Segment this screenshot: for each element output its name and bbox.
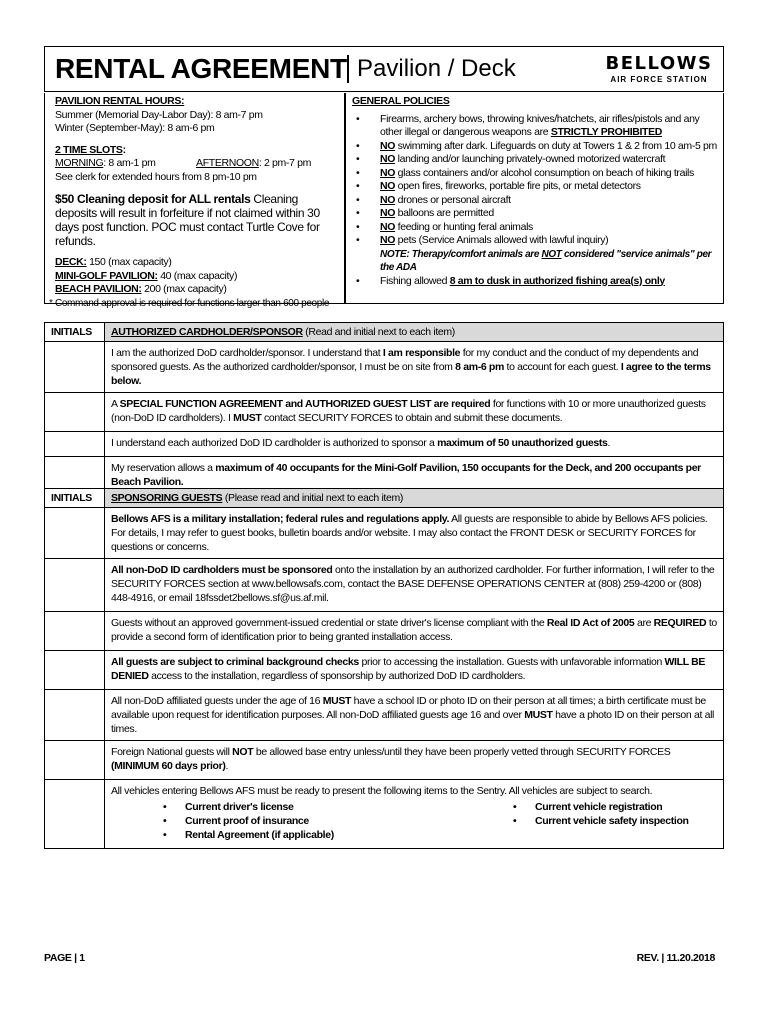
cleaning-deposit-bold: $50 Cleaning deposit for ALL rentals xyxy=(55,192,251,206)
initials-field[interactable] xyxy=(45,612,105,651)
command-note: * Command approval is required for functions larger than 600 people xyxy=(49,297,330,309)
service-animal-note: NOTE: Therapy/comfort animals are NOT considered "service animals" per the ADA xyxy=(380,248,712,273)
policy-item: • NO open fires, fireworks, portable fire pits, or metal detectors xyxy=(356,180,641,192)
general-policies-box xyxy=(345,93,724,304)
table-row: My reservation allows a maximum of 40 occupants for the Mini-Golf Pavilion, 150 occupants for the Deck, and 200 occupants per Beach Pavilion. xyxy=(45,457,724,494)
time-slots xyxy=(55,157,334,171)
vehicle-items xyxy=(111,800,717,842)
initials-field[interactable] xyxy=(45,741,105,780)
deck-label: DECK: xyxy=(55,256,87,268)
section-header: SPONSORING GUESTS (Please read and initial next to each item) xyxy=(105,489,724,508)
table-row: A SPECIAL FUNCTION AGREEMENT and AUTHORIZED GUEST LIST are required for functions with 10 or more unauthorized guests (non-DoD ID cardholders). I MUST contact SECURITY FORCES to obtain and submit these documents. xyxy=(45,393,724,432)
beach-label: BEACH PAVILION: xyxy=(55,283,142,295)
policy-item: • NO drones or personal aircraft xyxy=(356,193,511,206)
initials-field[interactable] xyxy=(45,393,105,432)
afternoon-label: AFTERNOON xyxy=(196,157,259,169)
initials-field[interactable] xyxy=(45,780,105,849)
list-item: • Current driver's license xyxy=(163,801,294,813)
initials-field[interactable] xyxy=(45,651,105,690)
minigolf-capacity xyxy=(55,270,334,284)
initials-header: INITIALS xyxy=(45,323,105,342)
form-subtitle: Pavilion / Deck xyxy=(347,55,516,83)
table-row: All non-DoD affiliated guests under the age of 16 MUST have a school ID or photo ID on their person at all times; a birth certificate must be available upon request for identification purposes. All non-DoD affiliated guests age 16 and over MUST have a photo ID on their person at all times. xyxy=(45,690,724,741)
policy-item: • NO swimming after dark. Lifeguards on duty at Towers 1 & 2 from 10 am-5 pm xyxy=(356,139,717,152)
morning-value: : 8 am-1 pm xyxy=(103,157,156,169)
bellows-logo xyxy=(603,53,715,87)
table-row: Bellows AFS is a military installation; federal rules and regulations apply. All guests are responsible to abide by Bellows AFS policies. For details, I may refer to guest books, bulletin boards and/or website. I may also contact the FRONT DESK or SECURITY FORCES for questions or concerns. xyxy=(45,508,724,559)
table-row: All non-DoD ID cardholders must be sponsored onto the installation by an authorized cardholder. For further information, I will refer to the SECURITY FORCES section at www.bellowsafs.com, contact the BASE DEFENSE OPERATIONS CENTER at (808) 259-4200 or (808) 448-4916, or email 18fssdet2bellows.sf@us.af.mil. xyxy=(45,559,724,612)
logo-wordmark: BELLOWS xyxy=(605,53,713,74)
vehicle-intro: All vehicles entering Bellows AFS must be ready to present the following items to the Sentry. All vehicles are subject to search. xyxy=(111,785,653,797)
form-header xyxy=(44,46,724,92)
deck-value: 150 (max capacity) xyxy=(86,256,172,268)
table-row xyxy=(45,780,724,849)
cleaning-deposit xyxy=(55,192,334,248)
list-item: • Current proof of insurance xyxy=(163,815,309,827)
beach-value: 200 (max capacity) xyxy=(141,283,227,295)
deck-capacity xyxy=(55,256,334,270)
policy-item: • NO glass containers and/or alcohol consumption on beach of hiking trails xyxy=(356,166,694,179)
afternoon-value: : 2 pm-7 pm xyxy=(258,157,311,169)
policy-item: • Fishing allowed 8 am to dusk in authorized fishing area(s) only xyxy=(356,274,665,287)
minigolf-value: 40 (max capacity) xyxy=(157,269,238,282)
table-row: All guests are subject to criminal background checks prior to accessing the installation. Guests with unfavorable information WILL BE DENIED access to the installation, regardless of sponsorship by authorized DoD ID cardholders. xyxy=(45,651,724,690)
policy-item: • NO feeding or hunting feral animals xyxy=(356,220,533,233)
policy-item: • NO landing and/or launching privately-owned motorized watercraft xyxy=(356,153,666,165)
sponsoring-guests-table xyxy=(44,488,724,849)
table-row: I understand each authorized DoD ID cardholder is authorized to sponsor a maximum of 50 unauthorized guests. xyxy=(45,432,724,457)
rental-hours-box: PAVILION RENTAL HOURS: Summer (Memorial Day-Labor Day): 8 am-7 pm Winter (September-May): 8 am-6 pm 2 TIME SLOTS: MORNING: 8 am-1 pm AFTERNOON: 2 pm-7 pm See clerk for extended hours from 8 pm-10 pm $50 Cleaning deposit for ALL rentals Cleaning deposits will result in forfeiture if not claimed within 30 days post function. POC must contact Turtle Cove for refunds. DECK: 150 (max capacity) MINI-GOLF PAVILION: 40 (max capacity) BEACH PAVILION: 200 (max capacity) * Command approval is required for functions larger than 600 people xyxy=(44,93,345,304)
fishing-policy xyxy=(352,275,717,289)
initials-header: INITIALS xyxy=(45,489,105,508)
table-row: Foreign National guests will NOT be allowed base entry unless/until they have been properly vetted through SECURITY FORCES (MINIMUM 60 days prior). xyxy=(45,741,724,780)
initials-field[interactable] xyxy=(45,559,105,612)
policy-item: • NO balloons are permitted xyxy=(356,207,494,219)
winter-hours: Winter (September-May): 8 am-6 pm xyxy=(55,122,215,134)
section-header: AUTHORIZED CARDHOLDER/SPONSOR (Read and initial next to each item) xyxy=(105,323,724,342)
policies-heading: GENERAL POLICIES xyxy=(352,95,450,107)
cleaning-deposit-text: Cleaning deposits will result in forfeiture if not claimed within 30 days post function. POC must contact Turtle Cove for refunds. xyxy=(55,192,320,248)
page-number: PAGE | 1 xyxy=(44,952,85,964)
table-row: Guests without an approved government-issued credential or state driver's license compliant with the Real ID Act of 2005 are REQUIRED to provide a second form of identification prior to being granted installation access. xyxy=(45,612,724,651)
cardholder-sponsor-table xyxy=(44,322,724,494)
extended-hours: See clerk for extended hours from 8 pm-10 pm xyxy=(55,170,257,183)
table-row: I am the authorized DoD cardholder/sponsor. I understand that I am responsible for my conduct and the conduct of my dependents and sponsored guests. As the authorized cardholder/sponsor, I must be on site from 8 am-6 pm to account for each guest. I agree to the terms below. xyxy=(45,342,724,393)
initials-field[interactable] xyxy=(45,342,105,393)
morning-label: MORNING xyxy=(55,157,104,169)
beach-capacity xyxy=(55,283,334,297)
list-item: • Rental Agreement (if applicable) xyxy=(163,829,334,841)
list-item: • Current vehicle registration xyxy=(513,801,663,813)
initials-field[interactable] xyxy=(45,508,105,559)
minigolf-label: MINI-GOLF PAVILION: xyxy=(55,269,158,282)
policy-list xyxy=(352,113,717,248)
summer-hours: Summer (Memorial Day-Labor Day): 8 am-7 pm xyxy=(55,108,263,121)
initials-field[interactable] xyxy=(45,432,105,457)
policy-item: • NO pets (Service Animals allowed with lawful inquiry) xyxy=(356,234,609,246)
policy-item: • Firearms, archery bows, throwing knives/hatchets, air rifles/pistols and any other illegal or dangerous weapons are STRICTLY PROHIBITED xyxy=(356,112,700,138)
slots-heading: 2 TIME SLOTS xyxy=(55,143,123,156)
form-title: RENTAL AGREEMENT xyxy=(55,53,347,84)
initials-field[interactable] xyxy=(45,690,105,741)
hours-heading: PAVILION RENTAL HOURS: xyxy=(55,95,185,107)
list-item: • Current vehicle safety inspection xyxy=(513,815,689,827)
logo-subtext: AIR FORCE STATION xyxy=(610,75,708,84)
revision-date: REV. | 11.20.2018 xyxy=(636,952,715,964)
